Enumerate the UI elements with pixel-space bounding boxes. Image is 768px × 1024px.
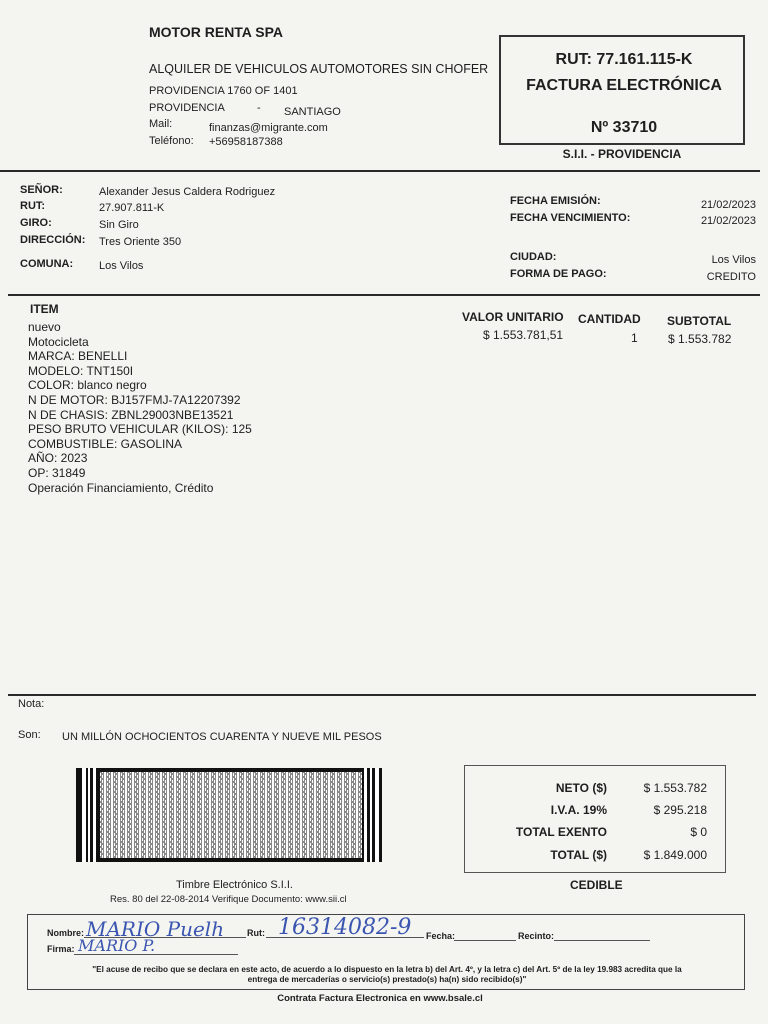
- item-description: [28, 320, 252, 495]
- firma-handwritten: MARIO P.: [78, 936, 156, 955]
- divider: [0, 170, 760, 172]
- item-line: COMBUSTIBLE: GASOLINA: [28, 436, 183, 451]
- comuna-label: COMUNA:: [20, 258, 74, 270]
- issuer-name: MOTOR RENTA SPA: [149, 24, 284, 40]
- legal-text-1: "El acuse de recibo que se declara en este acto, de acuerdo a lo dispuesto en la letra b) del Art. 4º, y la letra c) del Art. 5º de la ley 19.983 acredita que la: [92, 965, 682, 974]
- rut-receipt-label: Rut:: [247, 928, 265, 938]
- total-value: $ 1.849.000: [643, 848, 707, 862]
- item-line: COLOR: blanco negro: [28, 378, 147, 393]
- item-line: nuevo: [28, 320, 61, 334]
- senor-label: SEÑOR:: [20, 184, 63, 196]
- pago-label: FORMA DE PAGO:: [510, 268, 607, 280]
- iva-value: $ 295.218: [653, 803, 707, 817]
- son-amount-words: UN MILLÓN OCHOCIENTOS CUARENTA Y NUEVE MIL PESOS: [62, 731, 382, 743]
- doc-number: Nº 33710: [590, 119, 658, 136]
- receipt-box: [27, 914, 745, 990]
- legal-text-2: entrega de mercaderías o servicio(s) prestado(s) ha(n) sido recibido(s)": [247, 975, 527, 984]
- col-valor-header: VALOR UNITARIO: [462, 310, 564, 324]
- firma-label: Firma:: [47, 944, 75, 954]
- doc-rut: RUT: 77.161.115-K: [555, 51, 693, 68]
- neto-label: NETO ($): [555, 781, 607, 795]
- giro-value: Sin Giro: [99, 219, 139, 231]
- neto-value: $ 1.553.782: [643, 781, 707, 795]
- pdf417-barcode: [76, 768, 382, 862]
- nombre-handwritten: MARIO Puelh: [86, 917, 225, 941]
- exento-value: $ 0: [690, 825, 707, 839]
- timbre-label: Timbre Electrónico S.I.I.: [176, 879, 293, 891]
- issuer-activity: ALQUILER DE VEHICULOS AUTOMOTORES SIN CHOFER: [149, 62, 489, 76]
- ciudad-label: CIUDAD:: [510, 251, 557, 263]
- item-line: N DE MOTOR: BJ157FMJ-7A12207392: [28, 392, 241, 407]
- fecha-line: [454, 940, 516, 941]
- issuer-mail-label: Mail:: [149, 118, 173, 130]
- vencimiento-label: FECHA VENCIMIENTO:: [510, 212, 631, 224]
- son-label: Son:: [18, 729, 41, 741]
- direccion-value: Tres Oriente 350: [99, 236, 182, 248]
- issuer-sep: -: [257, 102, 261, 114]
- recinto-line: [554, 940, 650, 941]
- total-label: TOTAL ($): [550, 848, 607, 862]
- contrata-footer: Contrata Factura Electronica en www.bsale.cl: [277, 993, 483, 1004]
- item-line: Operación Financiamiento, Crédito: [28, 480, 214, 495]
- direccion-label: DIRECCIÓN:: [20, 234, 86, 246]
- emision-label: FECHA EMISIÓN:: [510, 195, 601, 207]
- issuer-phone: +56958187388: [209, 136, 283, 148]
- rut-handwritten: 16314082-9: [278, 915, 412, 940]
- item-subtotal: $ 1.553.782: [668, 332, 732, 346]
- iva-label: I.V.A. 19%: [550, 803, 607, 817]
- issuer-region: SANTIAGO: [284, 106, 341, 118]
- col-item-header: ITEM: [30, 302, 59, 316]
- timbre-res: Res. 80 del 22-08-2014 Verifique Documento: www.sii.cl: [110, 894, 347, 905]
- emision-value: 21/02/2023: [700, 199, 756, 211]
- giro-label: GIRO:: [20, 217, 52, 229]
- issuer-city: PROVIDENCIA: [149, 102, 225, 114]
- document-id-box: [499, 35, 745, 145]
- item-line: Motocicleta: [28, 334, 89, 349]
- item-line: OP: 31849: [28, 465, 86, 480]
- doc-sii: S.I.I. - PROVIDENCIA: [562, 147, 682, 161]
- nombre-label: Nombre:: [47, 928, 85, 938]
- ciudad-value: Los Vilos: [711, 254, 756, 266]
- col-cantidad-header: CANTIDAD: [578, 312, 641, 326]
- comuna-value: Los Vilos: [99, 260, 144, 272]
- item-line: PESO BRUTO VEHICULAR (KILOS): 125: [28, 422, 252, 437]
- item-line: MODELO: TNT150I: [28, 363, 134, 378]
- rut-label: RUT:: [20, 200, 46, 212]
- item-line: N DE CHASIS: ZBNL29003NBE13521: [28, 407, 234, 422]
- col-subtotal-header: SUBTOTAL: [667, 314, 732, 328]
- fecha-label: Fecha:: [426, 931, 456, 941]
- item-line: AÑO: 2023: [28, 451, 88, 466]
- issuer-phone-label: Teléfono:: [149, 135, 194, 147]
- divider: [8, 294, 760, 296]
- nota-label: Nota:: [18, 698, 45, 710]
- totals-box: [464, 765, 726, 873]
- recinto-label: Recinto:: [518, 931, 554, 941]
- item-valor: $ 1.553.781,51: [483, 328, 564, 342]
- divider: [8, 694, 756, 696]
- rut-value: 27.907.811-K: [99, 202, 165, 214]
- issuer-address1: PROVIDENCIA 1760 OF 1401: [149, 85, 298, 97]
- item-line: MARCA: BENELLI: [28, 349, 128, 364]
- item-cantidad: 1: [631, 331, 638, 345]
- exento-label: TOTAL EXENTO: [515, 825, 607, 839]
- senor-value: Alexander Jesus Caldera Rodriguez: [99, 186, 276, 198]
- issuer-mail: finanzas@migrante.com: [209, 122, 328, 134]
- pago-value: CREDITO: [706, 271, 756, 283]
- vencimiento-value: 21/02/2023: [700, 215, 756, 227]
- cedible-label: CEDIBLE: [570, 878, 623, 892]
- doc-type: FACTURA ELECTRÓNICA: [526, 77, 722, 94]
